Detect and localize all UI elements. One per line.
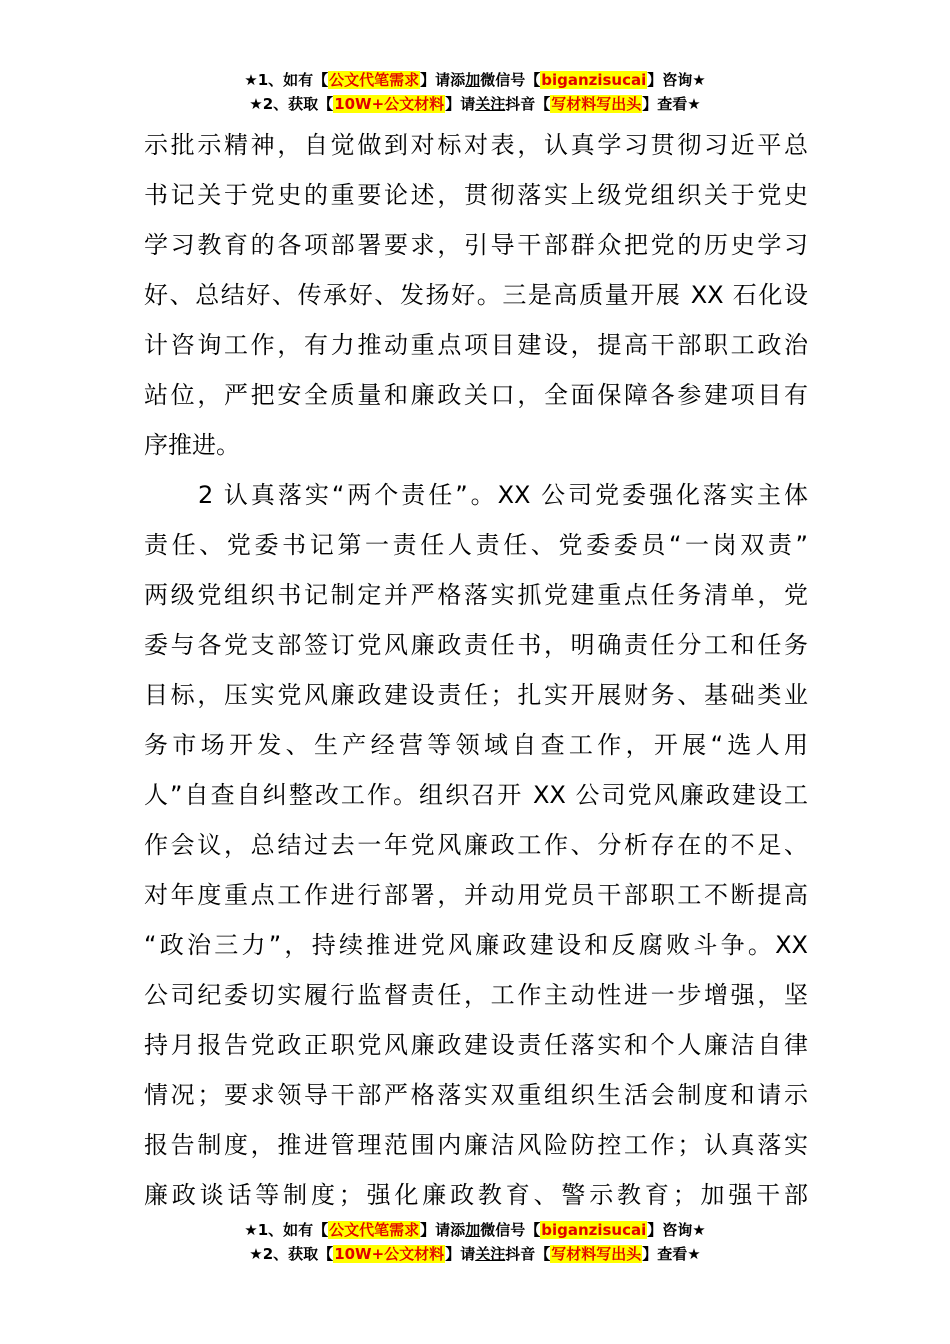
banner-line-1: ★1、如有【公文代笔需求】请添加微信号【biganzisucai】咨询★ [244, 71, 706, 89]
text-line: “政治三力”，持续推进党风廉政建设和反腐败斗争。XX [144, 931, 808, 959]
header-banner [0, 68, 950, 116]
text-line: 责任、党委书记第一责任人责任、党委委员“一岗双责” [144, 531, 808, 559]
banner-highlight: 公文代笔需求 [329, 71, 420, 89]
text-line: 示批示精神，自觉做到对标对表，认真学习贯彻习近平总 [144, 131, 808, 159]
text-line: 书记关于党史的重要论述，贯彻落实上级党组织关于党史 [144, 181, 808, 209]
text-line: 廉政谈话等制度；强化廉政教育、警示教育；加强干部 [144, 1181, 808, 1209]
text-line: 人”自查自纠整改工作。组织召开 XX 公司党风廉政建设工 [144, 781, 808, 809]
text-line: 公司纪委切实履行监督责任，工作主动性进一步增强，坚 [144, 981, 808, 1009]
banner-highlight: 10W+公文材料 [334, 95, 445, 113]
text-line: 目标，压实党风廉政建设责任；扎实开展财务、基础类业 [144, 681, 808, 709]
banner-line-2: ★2、获取【10W+公文材料】请关注抖音【写材料写出头】查看★ [249, 95, 701, 113]
text-line: 报告制度，推进管理范围内廉洁风险防控工作；认真落实 [144, 1131, 808, 1159]
text-line: 好、总结好、传承好、发扬好。三是高质量开展 XX 石化设 [144, 281, 808, 309]
text-line: 序推进。 [144, 431, 240, 459]
text-line: 情况；要求领导干部严格落实双重组织生活会制度和请示 [144, 1081, 808, 1109]
text-line: 对年度重点工作进行部署，并动用党员干部职工不断提高 [144, 881, 808, 909]
banner-highlight: 10W+公文材料 [334, 1245, 445, 1263]
banner-highlight: biganzisucai [541, 71, 647, 89]
banner-line-2: ★2、获取【10W+公文材料】请关注抖音【写材料写出头】查看★ [249, 1245, 701, 1263]
banner-highlight: biganzisucai [541, 1221, 647, 1239]
banner-highlight: 写材料写出头 [551, 1245, 642, 1263]
text-line: 持月报告党政正职党风廉政建设责任落实和个人廉洁自律 [144, 1031, 808, 1059]
banner-highlight: 写材料写出头 [551, 95, 642, 113]
text-line: 务市场开发、生产经营等领域自查工作，开展“选人用 [144, 731, 808, 759]
banner-line-1: ★1、如有【公文代笔需求】请添加微信号【biganzisucai】咨询★ [244, 1221, 706, 1239]
footer-banner [0, 1218, 950, 1266]
text-line: 计咨询工作，有力推动重点项目建设，提高干部职工政治 [144, 331, 808, 359]
document-body [144, 120, 808, 1220]
text-line: 两级党组织书记制定并严格落实抓党建重点任务清单，党 [144, 581, 808, 609]
text-line: 作会议，总结过去一年党风廉政工作、分析存在的不足、 [144, 831, 808, 859]
text-line: 站位，严把安全质量和廉政关口，全面保障各参建项目有 [144, 381, 808, 409]
text-line: 2 认真落实“两个责任”。XX 公司党委强化落实主体 [144, 481, 808, 509]
banner-highlight: 公文代笔需求 [329, 1221, 420, 1239]
text-line: 学习教育的各项部署要求，引导干部群众把党的历史学习 [144, 231, 808, 259]
text-line: 委与各党支部签订党风廉政责任书，明确责任分工和任务 [144, 631, 808, 659]
